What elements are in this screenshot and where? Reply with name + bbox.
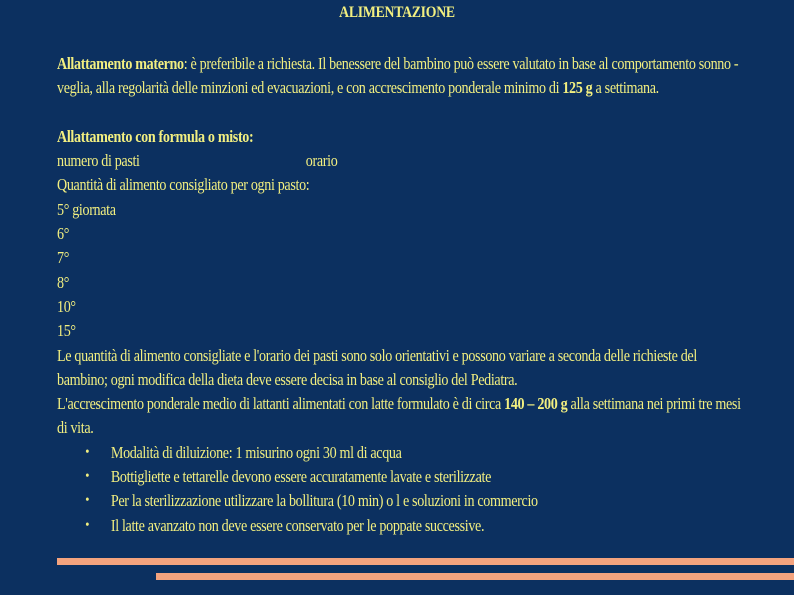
day-15: 15° [57,321,76,341]
bullet-icon: • [85,469,90,485]
col-meals: numero di pasti [57,151,140,171]
note-line-2: bambino; ogni modifica della dieta deve essere decisa in base al consiglio del Pediatra. [57,369,518,389]
accent-bar-bottom [156,573,794,580]
formula-heading-line [57,125,767,149]
maternal-text-2: veglia, alla regolarità delle minzioni ed evacuazioni, e con accrescimento ponderale minimo di [57,78,563,98]
day-8: 8° [57,272,70,292]
maternal-text-3: a settimana. [592,78,659,98]
day-7: 7° [57,248,70,268]
growth-text-2: alla settimana nei primi tre mesi [567,394,741,414]
quantity-label: Quantità di alimento consigliato per ogni pasto: [57,175,310,195]
maternal-min-growth: 125 g [562,78,593,98]
bullet-text: Bottigliette e tettarelle devono essere accuratamente lavate e sterilizzate [110,467,491,487]
maternal-text-1: : è preferibile a richiesta. Il benessere del bambino può essere valutato in base al comportamento sonno - [183,54,739,73]
day-5: 5° giornata [57,199,116,219]
bullet-text: Per la sterilizzazione utilizzare la bollitura (10 min) o l e soluzioni in commercio [110,491,538,511]
formula-heading: Allattamento con formula o misto: [57,126,254,146]
col-time: orario [305,151,338,171]
maternal-heading: Allattamento materno [57,54,184,73]
maternal-line-2 [57,76,767,100]
list-item [57,441,767,465]
formula-columns [57,149,767,173]
slide-title: ALIMENTAZIONE [339,4,455,21]
slide-body [57,52,767,538]
spacer [57,101,767,125]
bullet-icon: • [85,517,90,533]
list-item [57,465,767,489]
day-6: 6° [57,224,70,244]
growth-text-1: L'accrescimento ponderale medio di lattanti alimentati con latte formulato è di circa [57,394,505,414]
accent-bar-top [57,558,794,565]
growth-line-2: di vita. [57,418,94,438]
list-item [57,489,767,513]
bullet-list [57,441,767,538]
day-10: 10° [57,296,76,316]
growth-line-1 [57,392,767,416]
list-item [57,514,767,538]
bullet-text: Modalità di diluizione: 1 misurino ogni 30 ml di acqua [110,442,402,462]
growth-value: 140 – 200 g [504,394,568,414]
maternal-line-1 [57,52,767,76]
bullet-icon: • [85,444,90,460]
note-line-1: Le quantità di alimento consigliate e l'orario dei pasti sono solo orientativi e possono variare a seconda delle richieste del [57,345,697,365]
bullet-text: Il latte avanzato non deve essere conservato per le poppate successive. [110,515,485,535]
bullet-icon: • [85,493,90,509]
